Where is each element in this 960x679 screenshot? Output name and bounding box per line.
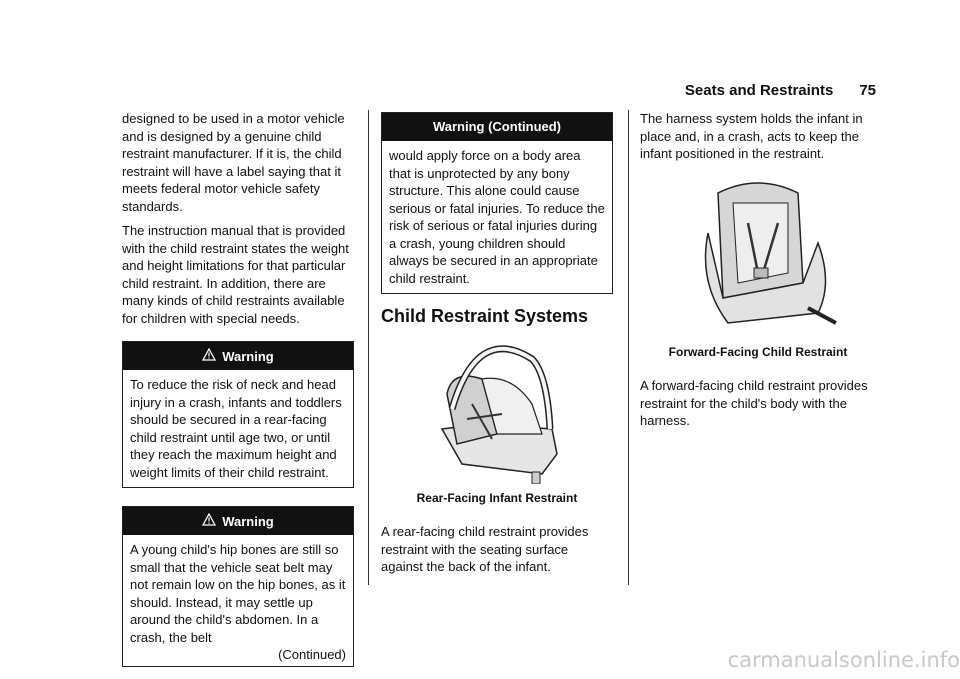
column-2 xyxy=(381,110,613,583)
rear-facing-infant-seat-illustration xyxy=(422,334,572,484)
watermark: carmanualsonline.info xyxy=(727,648,960,672)
warning-box-continued xyxy=(381,112,613,294)
section-title-header: Seats and Restraints xyxy=(684,82,834,99)
warning-body: A young child's hip bones are still so small that the vehicle seat belt may not remain low on the hip bones, as it should. Instead, it may settle up around the child's abdomen. In a crash, the belt xyxy=(130,542,346,645)
warning-triangle-icon xyxy=(202,342,216,370)
column-1 xyxy=(122,110,354,679)
paragraph: A rear-facing child restraint provides restraint with the seating surface against the back of the infant. xyxy=(381,524,589,574)
column-3 xyxy=(640,110,876,437)
figure-caption: Rear-Facing Infant Restraint xyxy=(416,490,578,505)
warning-title: Warning xyxy=(222,514,274,529)
section-heading: Child Restraint Systems xyxy=(381,306,589,326)
column-divider-2 xyxy=(628,110,629,585)
warning-title: Warning (Continued) xyxy=(382,113,612,141)
paragraph: A forward-facing child restraint provides restraint for the child's body with the harness. xyxy=(640,378,868,428)
continued-label: (Continued) xyxy=(278,647,346,662)
paragraph: designed to be used in a motor vehicle and is designed by a genuine child restraint manufacturer. If it is, the child restraint will have a label saying that it meets federal motor vehicle safety standards. xyxy=(122,111,345,214)
warning-title: Warning xyxy=(222,349,274,364)
running-head xyxy=(640,82,876,99)
paragraph: The instruction manual that is provided with the child restraint states the weight and height limitations for that particular child restraint. In addition, there are many kinds of child restraints available for children with special needs. xyxy=(122,223,349,326)
forward-facing-child-seat-illustration xyxy=(678,173,838,338)
warning-body: To reduce the risk of neck and head injury in a crash, infants and toddlers should be secured in a rear-facing child restraint until age two, or until they reach the maximum height and weight limits of their child restraint. xyxy=(130,377,342,480)
warning-triangle-icon xyxy=(202,507,216,535)
column-divider-1 xyxy=(368,110,369,585)
page-number: 75 xyxy=(859,82,876,99)
figure-caption: Forward-Facing Child Restraint xyxy=(668,344,848,359)
warning-box xyxy=(122,506,354,667)
warning-box xyxy=(122,341,354,488)
paragraph: The harness system holds the infant in place and, in a crash, acts to keep the infant positioned in the restraint. xyxy=(640,111,863,161)
warning-body: would apply force on a body area that is unprotected by any bony structure. This alone could cause serious or fatal injuries. To reduce the risk of serious or fatal injuries during a crash, young children should always be secured in an appropriate child restraint. xyxy=(389,148,605,286)
